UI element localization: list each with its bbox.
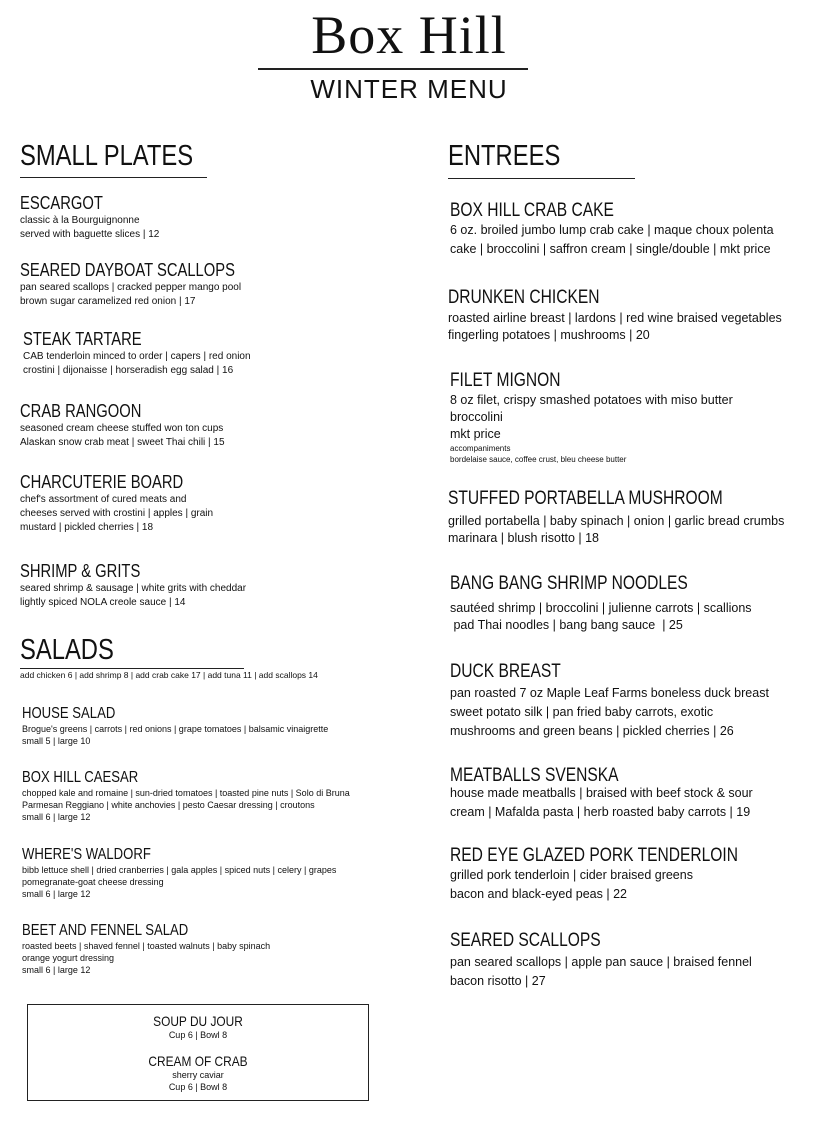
menu-item — [20, 401, 225, 450]
item-description: sautéed shrimp | broccolini | julienne carrots | scallions pad Thai noodles | bang bang sauce | 25 — [450, 601, 752, 632]
item-name: FILET MIGNON — [450, 370, 561, 391]
soup-name: CREAM OF CRAB — [148, 1053, 248, 1069]
item-description: seasoned cream cheese stuffed won ton cups Alaskan snow crab meat | sweet Thai chili | 15 — [20, 423, 225, 448]
item-description: pan roasted 7 oz Maple Leaf Farms boneless duck breast sweet potato silk | pan fried baby carrots, exotic mushrooms and green beans | pickled cherries | 26 — [450, 686, 769, 738]
item-name: BEET AND FENNEL SALAD — [22, 922, 189, 939]
item-name: SHRIMP & GRITS — [20, 561, 141, 581]
item-name: STUFFED PORTABELLA MUSHROOM — [448, 488, 723, 509]
menu-item — [448, 287, 782, 344]
menu-item — [448, 488, 784, 547]
restaurant-name: Box Hill — [311, 5, 507, 65]
item-name: BOX HILL CRAB CAKE — [450, 200, 614, 221]
item-name: BOX HILL CAESAR — [22, 769, 139, 786]
item-description: pan seared scallops | cracked pepper mango pool brown sugar caramelized red onion | 17 — [20, 282, 242, 307]
menu-item — [450, 845, 801, 904]
menu-item — [20, 193, 159, 242]
item-name: BANG BANG SHRIMP NOODLES — [450, 573, 688, 594]
item-name: HOUSE SALAD — [22, 705, 116, 722]
menu-item — [450, 930, 752, 991]
item-description: bibb lettuce shell | dried cranberries | gala apples | spiced nuts | celery | grapes pomegranate-goat cheese dressing small 6 | large 12 — [22, 865, 337, 899]
item-description: 6 oz. broiled jumbo lump crab cake | maque choux polenta cake | broccolini | saffron cream | single/double | mkt price — [450, 223, 774, 256]
item-description: house made meatballs | braised with beef stock & sour cream | Mafalda pasta | herb roasted baby carrots | 19 — [450, 786, 753, 819]
header-divider — [258, 68, 528, 70]
item-description: chef's assortment of cured meats and cheeses served with crostini | apples | grain mustard | pickled cherries | 18 — [20, 494, 214, 533]
item-description: seared shrimp & sausage | white grits with cheddar lightly spiced NOLA creole sauce | 14 — [20, 583, 247, 608]
item-description: classic à la Bourguignonne served with baguette slices | 12 — [20, 215, 160, 240]
menu-item — [22, 705, 328, 747]
menu-item — [450, 370, 733, 465]
menu-item — [450, 200, 774, 259]
salads-divider — [20, 668, 244, 669]
menu-item — [450, 661, 769, 741]
soup-description: sherry caviar — [172, 1070, 224, 1080]
menu-item — [23, 329, 251, 378]
item-description: CAB tenderloin minced to order | capers | red onion crostini | dijonaisse | horseradish egg salad | 16 — [23, 351, 251, 376]
menu-item — [450, 765, 753, 822]
item-name: CRAB RANGOON — [20, 401, 142, 421]
item-description: grilled portabella | baby spinach | onion | garlic bread crumbs marinara | blush risotto | 18 — [448, 514, 785, 545]
small-plates-title: SMALL PLATES — [20, 140, 194, 172]
item-name: SEARED DAYBOAT SCALLOPS — [20, 260, 235, 280]
salad-addons: add chicken 6 | add shrimp 8 | add crab cake 17 | add tuna 11 | add scallops 14 — [20, 670, 318, 680]
soup-item — [28, 1013, 368, 1041]
menu-item — [20, 561, 246, 610]
item-name: STEAK TARTARE — [23, 329, 142, 349]
menu-item — [450, 573, 752, 634]
item-description: Brogue's greens | carrots | red onions | grape tomatoes | balsamic vinaigrette small 5 | large 10 — [22, 724, 329, 746]
soup-price: Cup 6 | Bowl 8 — [168, 1082, 228, 1092]
item-name: MEATBALLS SVENSKA — [450, 765, 619, 786]
salads-title: SALADS — [20, 634, 114, 666]
menu-item — [22, 846, 336, 900]
small-plates-divider — [20, 177, 207, 178]
menu-item — [20, 260, 282, 309]
menu-item — [20, 472, 219, 535]
item-description: roasted beets | shaved fennel | toasted walnuts | baby spinach orange yogurt dressing small 6 | large 12 — [22, 941, 271, 975]
menu-subtitle: WINTER MENU — [310, 74, 508, 104]
item-description: pan seared scallops | apple pan sauce | braised fennel bacon risotto | 27 — [450, 955, 752, 988]
menu-item — [22, 922, 270, 976]
item-name: DUCK BREAST — [450, 661, 561, 682]
soup-item — [28, 1053, 368, 1093]
item-description: chopped kale and romaine | sun-dried tomatoes | toasted pine nuts | Solo di Bruna Parmesan Reggiano | white anchovies | pesto Caesar dressing | croutons small 6 | large 12 — [22, 788, 350, 822]
soup-box — [27, 1004, 369, 1101]
item-description: 8 oz filet, crispy smashed potatoes with miso butter broccolini mkt price accompaniments bordelaise sauce, coffee crust, bleu cheese butter — [450, 393, 733, 464]
item-name: SEARED SCALLOPS — [450, 930, 601, 951]
soup-price: Cup 6 | Bowl 8 — [168, 1030, 228, 1040]
item-description: grilled pork tenderloin | cider braised greens bacon and black-eyed peas | 22 — [450, 868, 693, 901]
item-name: ESCARGOT — [20, 193, 103, 213]
entrees-divider — [448, 178, 635, 179]
item-name: WHERE'S WALDORF — [22, 846, 151, 863]
menu-item — [22, 769, 350, 823]
item-name: CHARCUTERIE BOARD — [20, 472, 184, 492]
item-name: DRUNKEN CHICKEN — [448, 287, 600, 308]
entrees-title: ENTREES — [448, 140, 561, 172]
soup-name: SOUP DU JOUR — [153, 1013, 243, 1029]
item-name: RED EYE GLAZED PORK TENDERLOIN — [450, 845, 739, 866]
item-description: roasted airline breast | lardons | red wine braised vegetables fingerling potatoes | mushrooms | 20 — [448, 311, 782, 342]
